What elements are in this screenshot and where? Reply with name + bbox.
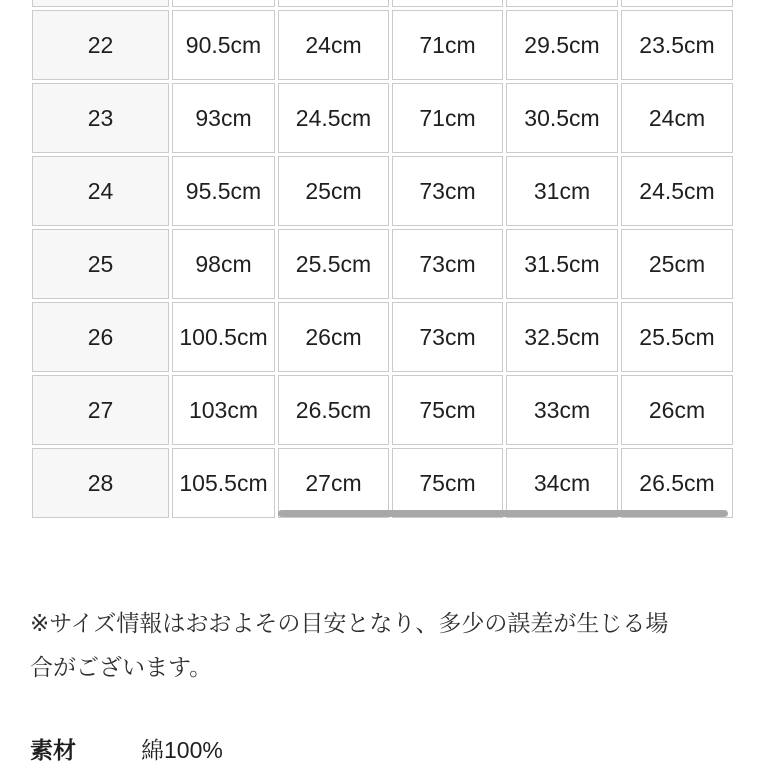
cutoff-cell: [172, 0, 275, 7]
cutoff-rowhead-cell: [32, 0, 169, 7]
size-row: [32, 448, 733, 518]
materials-value: 綿100%: [141, 737, 223, 763]
size-disclaimer-line2: 合がございます。: [30, 654, 213, 680]
cutoff-cell: [392, 0, 503, 7]
measurement-cell: 26.5cm: [621, 448, 733, 518]
measurement-cell: 25cm: [621, 229, 733, 299]
size-row: [32, 375, 733, 445]
measurement-cell: 25.5cm: [278, 229, 389, 299]
size-disclaimer-note: [30, 601, 750, 689]
size-cell: 26: [32, 302, 169, 372]
size-cell: 25: [32, 229, 169, 299]
size-disclaimer-line1: ※サイズ情報はおおよその目安となり、多少の誤差が生じる場: [30, 610, 669, 636]
measurement-cell: 33cm: [506, 375, 618, 445]
measurement-cell: 32.5cm: [506, 302, 618, 372]
size-cell: 23: [32, 83, 169, 153]
horizontal-scrollbar-thumb[interactable]: [278, 510, 728, 517]
cutoff-cell: [278, 0, 389, 7]
measurement-cell: 95.5cm: [172, 156, 275, 226]
measurement-cell: 98cm: [172, 229, 275, 299]
measurement-cell: 24.5cm: [621, 156, 733, 226]
measurement-cell: 25cm: [278, 156, 389, 226]
materials-row: [30, 732, 223, 765]
measurement-cell: 25.5cm: [621, 302, 733, 372]
size-cell: 24: [32, 156, 169, 226]
measurement-cell: 26cm: [278, 302, 389, 372]
measurement-cell: 26cm: [621, 375, 733, 445]
measurement-cell: 100.5cm: [172, 302, 275, 372]
size-cell: 28: [32, 448, 169, 518]
measurement-cell: 73cm: [392, 302, 503, 372]
size-row: [32, 229, 733, 299]
measurement-cell: 71cm: [392, 10, 503, 80]
measurement-cell: 31cm: [506, 156, 618, 226]
size-chart-scroll-container[interactable]: [29, 0, 738, 522]
measurement-cell: 73cm: [392, 156, 503, 226]
cutoff-cell: [506, 0, 618, 7]
measurement-cell: 75cm: [392, 448, 503, 518]
size-cell: 27: [32, 375, 169, 445]
size-row: [32, 302, 733, 372]
measurement-cell: 27cm: [278, 448, 389, 518]
measurement-cell: 24cm: [621, 83, 733, 153]
measurement-cell: 71cm: [392, 83, 503, 153]
size-chart-table: [29, 0, 736, 521]
measurement-cell: 23.5cm: [621, 10, 733, 80]
size-cell: 22: [32, 10, 169, 80]
measurement-cell: 24.5cm: [278, 83, 389, 153]
measurement-cell: 93cm: [172, 83, 275, 153]
measurement-cell: 24cm: [278, 10, 389, 80]
measurement-cell: 31.5cm: [506, 229, 618, 299]
cutoff-header-row: [32, 0, 733, 7]
materials-label: 素材: [30, 737, 76, 763]
measurement-cell: 103cm: [172, 375, 275, 445]
measurement-cell: 90.5cm: [172, 10, 275, 80]
size-row: [32, 156, 733, 226]
size-row: [32, 83, 733, 153]
measurement-cell: 73cm: [392, 229, 503, 299]
measurement-cell: 105.5cm: [172, 448, 275, 518]
cutoff-cell: [621, 0, 733, 7]
size-row: [32, 10, 733, 80]
measurement-cell: 30.5cm: [506, 83, 618, 153]
measurement-cell: 34cm: [506, 448, 618, 518]
measurement-cell: 75cm: [392, 375, 503, 445]
size-chart-body: [32, 0, 733, 518]
measurement-cell: 26.5cm: [278, 375, 389, 445]
measurement-cell: 29.5cm: [506, 10, 618, 80]
